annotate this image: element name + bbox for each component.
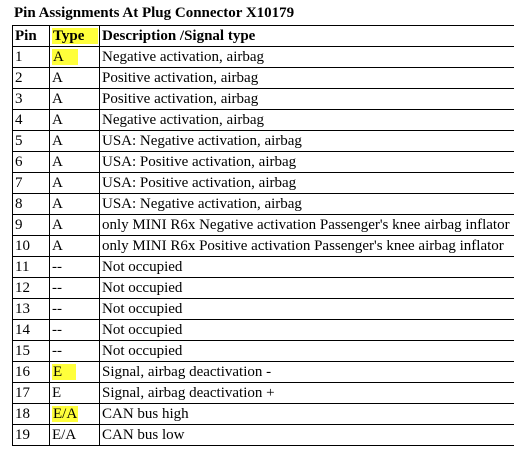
description-cell: USA: Positive activation, airbag: [100, 152, 514, 173]
type-cell: [50, 404, 100, 425]
type-cell: [50, 299, 100, 320]
type-cell: [50, 110, 100, 131]
description-cell: Signal, airbag deactivation -: [100, 362, 514, 383]
type-value: A: [52, 112, 63, 128]
pin-table-container: [12, 25, 514, 450]
pin-cell: 15: [13, 341, 50, 362]
type-value: E: [52, 385, 62, 401]
type-value: --: [52, 301, 62, 317]
type-value: A: [52, 70, 63, 86]
table-row: [13, 299, 514, 320]
type-cell: [50, 173, 100, 194]
pin-cell: 12: [13, 278, 50, 299]
type-value: A: [52, 154, 63, 170]
table-row: [13, 194, 514, 215]
pin-cell: 6: [13, 152, 50, 173]
type-highlight: A: [52, 49, 78, 65]
type-value: --: [52, 322, 62, 338]
column-header-pin: Pin: [13, 26, 50, 47]
description-cell: Not occupied: [100, 278, 514, 299]
description-cell: Negative activation, airbag: [100, 110, 514, 131]
description-cell: Positive activation, airbag: [100, 68, 514, 89]
table-row: [13, 320, 514, 341]
table-row: [13, 215, 514, 236]
type-highlight: E/A: [53, 406, 78, 422]
pin-cell: 16: [13, 362, 50, 383]
description-cell: Not occupied: [100, 299, 514, 320]
description-cell: Positive activation, airbag: [100, 89, 514, 110]
pin-cell: 5: [13, 131, 50, 152]
type-cell: [50, 383, 100, 404]
type-value: A: [52, 217, 63, 233]
type-value: A: [52, 238, 63, 254]
column-header-type: [50, 26, 100, 47]
type-cell: [50, 278, 100, 299]
description-cell: Not occupied: [100, 341, 514, 362]
pin-assignment-table: [12, 25, 514, 446]
table-row: [13, 173, 514, 194]
description-cell: USA: Negative activation, airbag: [100, 194, 514, 215]
table-row: [13, 152, 514, 173]
table-row: [13, 257, 514, 278]
type-cell: [50, 425, 100, 446]
pin-cell: 2: [13, 68, 50, 89]
description-cell: Not occupied: [100, 257, 514, 278]
pin-cell: 1: [13, 47, 50, 68]
type-cell: [50, 89, 100, 110]
type-cell: [50, 47, 100, 68]
type-cell: [50, 320, 100, 341]
table-row: [13, 404, 514, 425]
page-title: Pin Assignments At Plug Connector X10179: [14, 5, 295, 21]
table-row: [13, 383, 514, 404]
type-cell: [50, 341, 100, 362]
type-value: A: [52, 175, 63, 191]
table-row: [13, 341, 514, 362]
type-value: --: [52, 343, 62, 359]
pin-cell: 14: [13, 320, 50, 341]
pin-cell: 3: [13, 89, 50, 110]
column-header-description: Description /Signal type: [100, 26, 514, 47]
table-row: [13, 89, 514, 110]
type-cell: [50, 152, 100, 173]
table-header-row: [13, 26, 514, 47]
pin-cell: 7: [13, 173, 50, 194]
type-value: A: [52, 133, 63, 149]
type-value: A: [52, 91, 63, 107]
table-row: [13, 278, 514, 299]
pin-cell: 4: [13, 110, 50, 131]
table-row: [13, 362, 514, 383]
description-cell: USA: Positive activation, airbag: [100, 173, 514, 194]
pin-cell: 9: [13, 215, 50, 236]
table-row: [13, 68, 514, 89]
table-row: [13, 236, 514, 257]
type-value: --: [52, 280, 62, 296]
type-value: E/A: [52, 427, 77, 443]
pin-cell: 19: [13, 425, 50, 446]
type-cell: [50, 131, 100, 152]
type-cell: [50, 257, 100, 278]
description-cell: Signal, airbag deactivation +: [100, 383, 514, 404]
table-body: [13, 47, 514, 446]
type-cell: [50, 236, 100, 257]
type-value: A: [52, 196, 63, 212]
table-row: [13, 131, 514, 152]
description-cell: CAN bus low: [100, 425, 514, 446]
type-cell: [50, 194, 100, 215]
pin-cell: 18: [13, 404, 50, 425]
description-cell: Not occupied: [100, 320, 514, 341]
type-cell: [50, 215, 100, 236]
description-cell: only MINI R6x Positive activation Passenger's knee airbag inflator: [100, 236, 514, 257]
description-cell: only MINI R6x Negative activation Passenger's knee airbag inflator: [100, 215, 514, 236]
description-cell: Negative activation, airbag: [100, 47, 514, 68]
type-value: --: [52, 259, 62, 275]
pin-cell: 11: [13, 257, 50, 278]
pin-cell: 17: [13, 383, 50, 404]
type-header-highlight: Type: [52, 28, 98, 44]
table-row: [13, 110, 514, 131]
pin-cell: 13: [13, 299, 50, 320]
type-highlight: E: [52, 364, 76, 380]
pin-cell: 10: [13, 236, 50, 257]
table-row: [13, 47, 514, 68]
table-row: [13, 425, 514, 446]
description-cell: USA: Negative activation, airbag: [100, 131, 514, 152]
type-cell: [50, 362, 100, 383]
pin-cell: 8: [13, 194, 50, 215]
description-cell: CAN bus high: [100, 404, 514, 425]
type-cell: [50, 68, 100, 89]
